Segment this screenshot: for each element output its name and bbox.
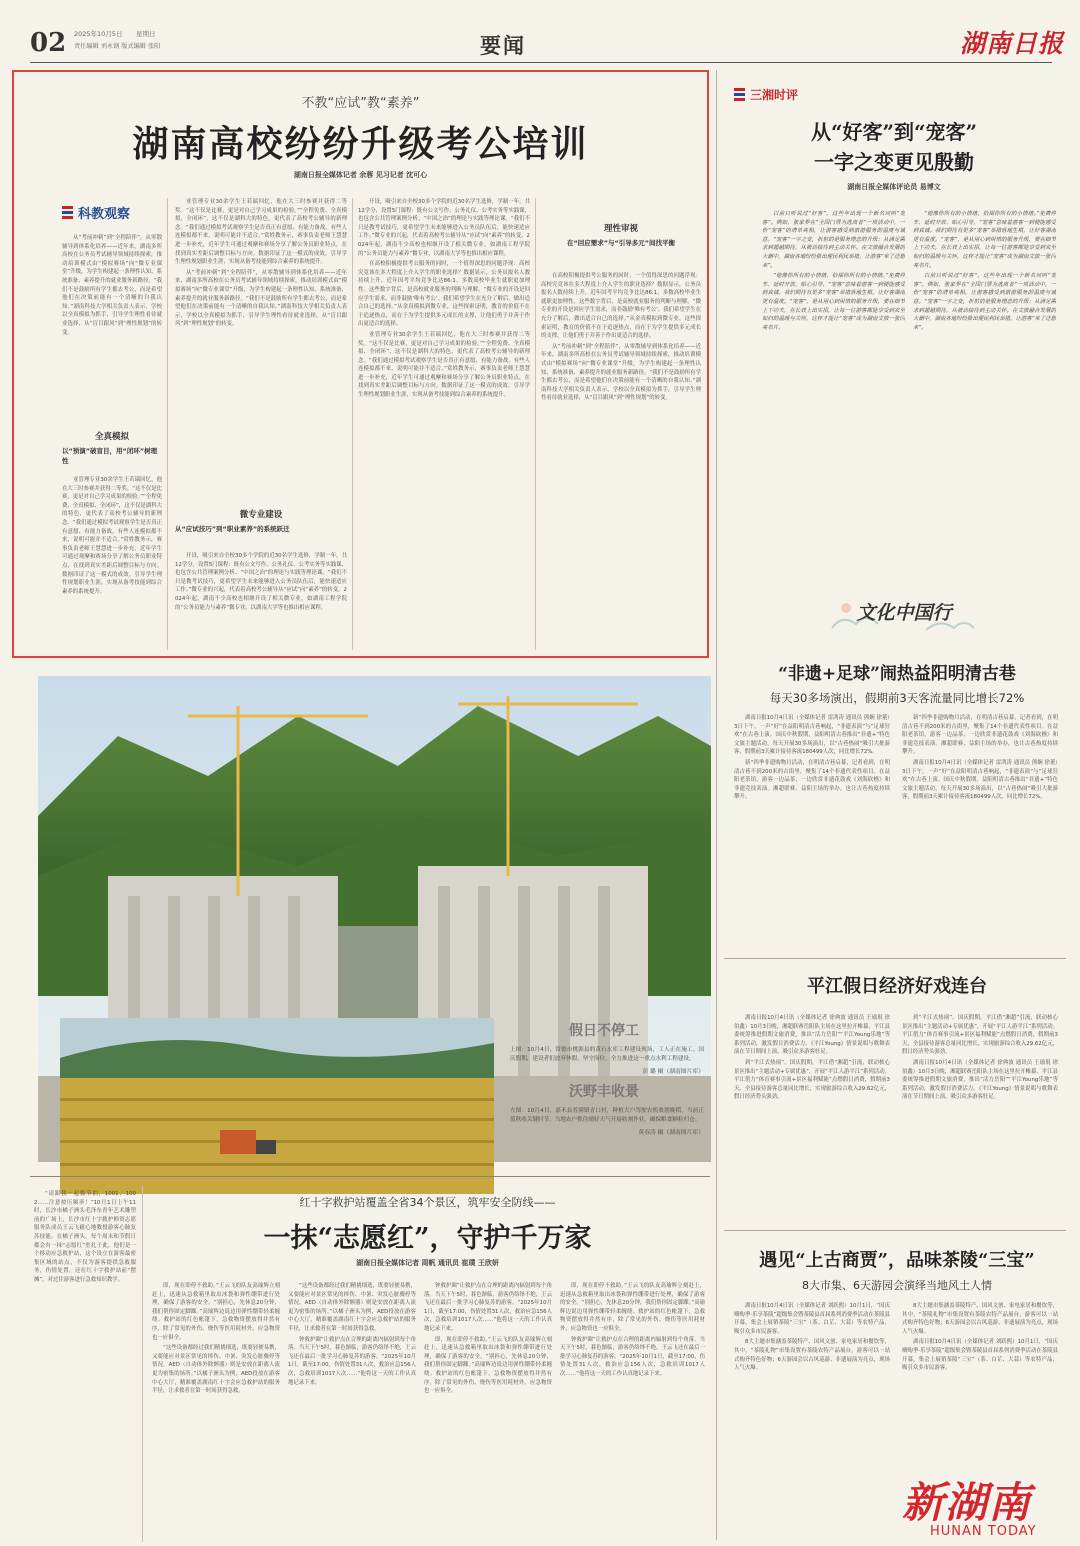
- feature3-title: 遇见“上古商贾”，品味茶陵“三宝”: [759, 1250, 1035, 1271]
- lower-col-2: “这些设备都经过我们精挑细选，既要轻便易携，又要能应对景区常见的摔伤、中暑、突发心脏骤停等情况。AED（自动体外除颤器）则是安放在距离人流更为密集的场所。”以橘子洲头为例，AED投放在游客中心大厅，精准覆盖湖南红十字会应急救护站的服务半径，让求救者在第一时间获得急救。 钟救护圈”让救护点在合理的距离内辐射到每个角落。当天下午5时，暮色渐临，游客仍络绎不绝，王云飞还在最后一批学习心肺复苏的游客。“2025年10月1日，截至17:00，伤情处置31人次，救治应急156人次，急救培训1017人次……”他将这一天的工作认真地记录下来。: [288, 1283, 416, 1386]
- photo-caption-panel: [500, 1018, 708, 1194]
- lead-subhead-2-title: 微专业建设: [239, 510, 283, 520]
- feature2-title: 平江假日经济好戏连台: [807, 976, 987, 997]
- commentary-col-1: 以前只听说过“好客”，这些年出现一个新名词叫“宠客”。例如，张家界在“全国门票为逃离者”一项活动中，一份“宠客”的清单亮相，让游客感受到旅游服务的温度与诚意。“宠客”一字之变，折射的是服务理念的升级：从满足需求到超越期待，从被动接待到主动关怀。在文旅融合发展的大潮中，湖南各地纷纷推出便民利民举措，让游客“来了还想来”。 “他像你所有的小情绪，拾掇你所有的小情绪。”免费停车、延时开放、贴心引导，“宠客”意味着游客一到便能感受到真诚。我们期待有更多“宠客”举措落地生根，让好客湖南更有温度。“宠客”，是从用心到用情的服务升级，要在细节上下功夫，在长效上出实招，让每一位游客都能享受到宾至如归的温暖与关怀，这样才能让“宠客”成为湖南文旅一张闪亮名片。: [762, 211, 905, 331]
- caption2-text: 左图：10月4日，嘉禾县普满镇青口村，种植大户驾驶农机收割晚稻。当前正值秋收关键时节，当地农户抓住晴好天气开展收割作业，确保粮食颗粒归仓。: [510, 1108, 704, 1123]
- section-rule: [724, 958, 1066, 959]
- lead-col-1b: 业管理专业30余学生王若瑞回忆，他在大三时参赛并获得二等奖。“这不仅是比赛，更是对自己学习成果的检验。”“全程免费、全真模拟、全闭环”，这不仅是湖科大的特色，更代表了高校考公辅导的新理念。“我们通过模拟考试观察学生是否真正有意愿、有能力备战，有些人连模拟都不来，说明可能并不适合。”赏姓教务示，赛事负责老师王慧慧进一步补充，近年学生可通过观摩和赛场分享了解公务员职业特点，在找到真实差距后调整目标与方向。数据印证了这一模式的成效。引导学生理性规划职业生涯，实现从备考技能到综合素养的系统提升。: [62, 477, 162, 595]
- brand-wordmark: 新湖南: [902, 1478, 1032, 1527]
- lead-headline: 湖南高校纷纷升级考公培训: [132, 123, 589, 165]
- feature1-col-1: 湖南日报10月4日讯（全媒体记者 雷鸿涛 通讯员 熊娴 徐董）3日下午，一声“好”在益阳明清古巷响起，“非遗表演”与“足球狂欢”在古巷上演。国庆中秋假期，益阳明清古巷推出“非遗+”特色文旅主题活动，每天开展30多场演出，以“古巷热闹”吸引大批游客，假期前3天累计接待客流180499人次，同比增长72%。 新“四季非遗购物月活动，在明清古巷启幕，记者看到，在明清古巷不到200米的古街里，聚集了14个非遗代表性项目。在益阳老茶馆，游客一边品茶，一边欣赏非遗花鼓戏《刘海砍樵》和非遗竞技表演。湘超联赛、益阳主场的举办，也让古巷热度持续攀升。: [734, 715, 890, 801]
- feature2-col-2: 到“平江式热闹”。国庆假期，平江借“湘超”引流，联动核心景区推出“主题活动+专属优惠”，开展“平江人游平江”系列活动。平江借力“体育赛事引流+景区福利赋能”点燃假日消费，假期前3天，全县接待游客总量同比增长，实现旅游综合收入29.62亿元，假日经济势头强劲。 湖南日报10月4日讯（全媒体记者 徐典波 通讯员 王瑜琨 徐伯鑫）10月3日晚，湘超联赛岳阳队主场在这里拉开帷幕，平江县委统筹推进假期文旅消费，推出“活力岳阳”“平江Young乐地”等系列活动，激发假日消费活力。《平江Young》情景说唱与歌舞表演在节日期间上演，吸引众多游客驻足。: [902, 1015, 1058, 1101]
- feature3-col-2: 8大主题市集涵盖茶陵特产、国风文创、家电家居和餐饮等，其中，“茶陵礼物”市集设置有茶陵农特产品展台，游客可以一站式购齐特色好物；6天游园会以古风巡游、非遗展演为亮点，现场人气火爆。 湖南日报10月4日讯（全媒体记者 刘跃熙）10月1日，“国庆嗨购季·乐享茶陵”超级集会暨茶陵县首届系列消费季活动在茶陵县开幕，集会上展销茶陵“三宝”（茶、白芷、大蒜）等农特产品，吸引众多市民游客。: [902, 1303, 1058, 1372]
- column-rule: [716, 70, 717, 1540]
- tag-keji-guancha: [62, 203, 130, 222]
- lead-col-2b: 开设，吸引来自全校30多个学院的近30名学生选修，学制一年，共12学分，设置5门课程：既有公文写作、公务礼仪、公考实务等实践课，也包含公共管理案例分析、“中国之治”的理论与实践等理论课。“我们不只是教考试技巧，更希望学生未来能够进入公务员队伍后，能快速适应工作。”微专业的兴起，代表着高校考公辅导从“应试”向“素养”的转变。2024年起，湖南不少高校也相继开设了相关微专业，如湖南工程学院的“公务员能力与素养”微专业，以湖南大学等也推出相应课程。: [175, 553, 347, 611]
- lead-col-1: 从“考前冲刺”到“全程陪伴”，从零散辅导到体系化培养——近年来，湖南多所高校在公务员考试辅导领域持续探索，推动培训模式由“模拟赛场”向“微专业课堂”升级，为学生构建起一条理性认知、系统准备、素养提升的就业服务新路径。“我们不是鼓励所有学生都去考公，而是希望他们在决策前能有一个清晰的自我认知。”湖南科技大学相关负责人表示，学校以全真模拟为抓手，引导学生理性看待就业选择，从“盲目跟风”到“理性规划”的转变。: [62, 235, 162, 336]
- lead-subhead-1-title: 全真模拟: [94, 432, 129, 442]
- lower-col-4: 即，现在即停不救助。”王云飞的队友高瑜辉立刻赶上，迅速从急救箱里取出冰袋和弹性绷带进行处理，确保了游客的安全。“别担心，先休息20分钟，我们帮你固定脚踝。”高瑜辉边说边用弹性绷带轻柔缠绕。救护站的红色帐篷下，急救物资摆放得井然有序，除了常见的外伤、烧伤等医用耗材外，应急物资也一应俱全。 钟救护圈”让救护点在合理的距离内辐射到每个角落。当天下午5时，暮色渐临，游客仍络绎不绝，王云飞还在最后一批学习心肺复苏的游客。“2025年10月1日，截至17:00，伤情处置31人次，救治应急156人次，急救培训1017人次……”他将这一天的工作认真地记录下来。: [560, 1283, 705, 1377]
- commentary-byline: 湖南日报全媒体评论员 易博文: [847, 183, 941, 191]
- lead-subhead-3-title: 理性审视: [603, 224, 638, 234]
- lead-subhead-2: [175, 508, 347, 534]
- culture-banner-text: 文化中国行: [856, 602, 952, 624]
- caption1-text: 上图：10月4日，常德市桃源县的黄石水库工程建设现场，工人正在施工。国庆假期，建设者们放弃休假，坚守岗位，全力推进这一重点水利工程建设。: [510, 1047, 704, 1062]
- lower-left-col: “请跟我一起数节拍，1001、1002……注意按压频率！”10月1日上午11时，长沙市橘子洲头毛泽东青年艺术雕塑前的广场上，长沙市红十字救护师资志愿服务队成员王云飞耐心地教授游客心肺复苏技能。在橘子洲头，每个周末和节假日都会有一抹“志愿红”驻扎于此，他们是一个移动应急救护站，这个设立在游客最密集区域的站点，不仅为游客提供急救服务，伤情处置，还在红十字救护站前“摆摊”，对过往游客进行急救知识教学。: [34, 1191, 136, 1283]
- lead-subhead-3-text: 在“回应需求”与“引导多元”间找平衡: [566, 239, 676, 247]
- lead-subhead-1-text: 以“预演”破盲目，用“闭环”树理性: [62, 447, 158, 465]
- commentary-title-1: 从“好客”到“宠客”: [810, 120, 977, 144]
- masthead: [0, 0, 1080, 66]
- lead-byline: 湖南日报全媒体记者 余蓉 见习记者 沈可心: [293, 171, 428, 179]
- caption2-heading: 沃野丰收景: [569, 1084, 639, 1100]
- lead-col-3: 开设，吸引来自全校30多个学院的近30名学生选修，学制一年，共12学分，设置5门课程：既有公文写作、公务礼仪、公考实务等实践课，也包含公共管理案例分析、“中国之治”的理论与实践等理论课。“我们不只是教考试技巧，更希望学生未来能够进入公务员队伍后，能快速适应工作。”微专业的兴起，代表着高校考公辅导从“应试”向“素养”的转变。2024年起，湖南不少高校也相继开设了相关微专业，如湖南工程学院的“公务员能力与素养”微专业，以湖南大学等也推出相应课程。 在高校积极提供考公服务的同时，一个值得深思的问题浮现：高校究竟该在多大程度上介入学生的职业选择？数据显示，公务员报名人数持续上升，近年国考平均竞争比达86:1，多数高校毕业生就职更加理性。这些数字背后，是高校就业服务的判断与理解。“微专业的开设是回应学生需求，而非鼓励‘唯有考公’。我们希望学生在充分了解后，做出适合自己的选择。”从金真模拟到微专业，这些探索证明，教育的价值不在于追逐热点，而在于为学生提供多元成长的支撑，让他们勇于并善于作出更适合的选择。 业管理专业30余学生王若瑞回忆，他在大三时参赛并获得二等奖。“这不仅是比赛，更是对自己学习成果的检验。”“全程免费、全真模拟、全闭环”，这不仅是湖科大的特色，更代表了高校考公辅导的新理念。“我们通过模拟考试观察学生是否真正有意愿、有能力备战，有些人连模拟都不来，说明可能并不适合。”赏姓教务示，赛事负责老师王慧慧进一步补充，近年学生可通过观摩和赛场分享了解公务员职业特点，在找到真实差距后调整目标与方向。数据印证了这一模式的成效。引导学生理性规划职业生涯，实现从备考技能到综合素养的系统提升。: [358, 199, 530, 399]
- section-rule: [724, 1230, 1066, 1231]
- lower-byline: 湖南日报全媒体记者 周帆 通讯员 崔璞 王欣妍: [356, 1259, 499, 1267]
- lower-col-3: 钟救护圈”让救护点在合理的距离内辐射到每个角落。当天下午5时，暮色渐临，游客仍络绎不绝，王云飞还在最后一批学习心肺复苏的游客。“2025年10月1日，截至17:00，伤情处置31人次，救治应急156人次，急救培训1017人次……”他将这一天的工作认真地记录下来。 即，现在即停不救助。”王云飞的队友高瑜辉立刻赶上，迅速从急救箱里取出冰袋和弹性绷带进行处理，确保了游客的安全。“别担心，先休息20分钟，我们帮你固定脚踝。”高瑜辉边说边用弹性绷带轻柔缠绕。救护站的红色帐篷下，急救物资摆放得井然有序，除了常见的外伤、烧伤等医用耗材外，应急物资也一应俱全。: [424, 1283, 552, 1395]
- col-divider: [167, 198, 168, 650]
- tag-bars-icon: [734, 88, 745, 101]
- lead-kicker: 不教“应试”教“素养”: [301, 96, 420, 111]
- caption2-credit: 黄春涛 摄（湖南图片库）: [638, 1130, 704, 1136]
- feature2-col-1: 湖南日报10月4日讯（全媒体记者 徐典波 通讯员 王瑜琨 徐伯鑫）10月3日晚，湘超联赛岳阳队主场在这里拉开帷幕，平江县委统筹推进假期文旅消费，推出“活力岳阳”“平江Young乐地”等系列活动，激发假日消费活力。《平江Young》情景说唱与歌舞表演在节日期间上演，吸引众多游客驻足。 到“平江式热闹”。国庆假期，平江借“湘超”引流，联动核心景区推出“主题活动+专属优惠”，开展“平江人游平江”系列活动。平江借力“体育赛事引流+景区福利赋能”点燃假日消费，假期前3天，全县接待游客总量同比增长，实现旅游综合收入29.62亿元，假日经济势头强劲。: [734, 1015, 890, 1101]
- caption1-heading: 假日不停工: [569, 1023, 639, 1039]
- lead-col-4: 在高校积极提供考公服务的同时，一个值得深思的问题浮现：高校究竟该在多大程度上介入学生的职业选择？数据显示，公务员报名人数持续上升，近年国考平均竞争比达86:1，多数高校毕业生就职更加理性。这些数字背后，是高校就业服务的判断与理解。“微专业的开设是回应学生需求，而非鼓励‘唯有考公’。我们希望学生在充分了解后，做出适合自己的选择。”从金真模拟到微专业，这些探索证明，教育的价值不在于追逐热点，而在于为学生提供多元成长的支撑，让他们勇于并善于作出更适合的选择。 从“考前冲刺”到“全程陪伴”，从零散辅导到体系化培养——近年来，湖南多所高校在公务员考试辅导领域持续探索，推动培训模式由“模拟赛场”向“微专业课堂”升级，为学生构建起一条理性认知、系统准备、素养提升的就业服务新路径。“我们不是鼓励所有学生都去考公，而是希望他们在决策前能有一个清晰的自我认知。”湖南科技大学相关负责人表示，学校以全真模拟为抓手，引导学生理性看待就业选择，从“盲目跟风”到“理性规划”的转变。: [541, 273, 701, 402]
- col-divider: [352, 198, 353, 650]
- page-number: 02: [30, 28, 67, 58]
- lower-col-1: 即，现在即停不救助。”王云飞的队友高瑜辉立刻赶上，迅速从急救箱里取出冰袋和弹性绷带进行处理，确保了游客的安全。“别担心，先休息20分钟，我们帮你固定脚踝。”高瑜辉边说边用弹性绷带轻柔缠绕。救护站的红色帐篷下，急救物资摆放得井然有序，除了常见的外伤、烧伤等医用耗材外，应急物资也一应俱全。 “这些设备都经过我们精挑细选，既要轻便易携，又要能应对景区常见的摔伤、中暑、突发心脏骤停等情况。AED（自动体外除颤器）则是安放在距离人流更为密集的场所。”以橘子洲头为例，AED投放在游客中心大厅，精准覆盖湖南红十字会应急救护站的服务半径，让求救者在第一时间获得急救。: [152, 1283, 280, 1395]
- lower-kicker: 红十字救护站覆盖全省34个景区，筑牢安全防线——: [299, 1196, 556, 1209]
- feature3-subtitle: 8大市集、6天游园会演绎当地风土人情: [802, 1279, 992, 1292]
- feature1-subtitle: 每天30多场演出，假期前3天客流量同比增长72%: [769, 691, 1025, 705]
- feature3-col-1: 湖南日报10月4日讯（全媒体记者 刘跃熙）10月1日，“国庆嗨购季·乐享茶陵”超级集会暨茶陵县首届系列消费季活动在茶陵县开幕，集会上展销茶陵“三宝”（茶、白芷、大蒜）等农特产品，吸引众多市民游客。 8大主题市集涵盖茶陵特产、国风文创、家电家居和餐饮等，其中，“茶陵礼物”市集设置有茶陵农特产品展台，游客可以一站式购齐特色好物；6天游园会以古风巡游、非遗展演为亮点，现场人气火爆。: [734, 1303, 890, 1372]
- lower-headline: 一抹“志愿红”，守护千万家: [263, 1223, 592, 1254]
- section-title: 要闻: [480, 33, 526, 58]
- commentary-tag: 三湘时评: [750, 88, 799, 102]
- lead-subhead-3: [541, 222, 701, 248]
- tag-sanxiang-shiping: [734, 86, 798, 103]
- section-rule: [30, 1176, 710, 1177]
- commentary-col-2: “他像你所有的小情绪，拾掇你所有的小情绪。”免费停车、延时开放、贴心引导，“宠客”意味着游客一到便能感受到真诚。我们期待有更多“宠客”举措落地生根，让好客湖南更有温度。“宠客”，是从用心到用情的服务升级，要在细节上下功夫，在长效上出实招，让每一位游客都能享受到宾至如归的温暖与关怀，这样才能让“宠客”成为湖南文旅一张闪亮名片。 以前只听说过“好客”，这些年出现一个新名词叫“宠客”。例如，张家界在“全国门票为逃离者”一项活动中，一份“宠客”的清单亮相，让游客感受到旅游服务的温度与诚意。“宠客”一字之变，折射的是服务理念的升级：从满足需求到超越期待，从被动接待到主动关怀。在文旅融合发展的大潮中，湖南各地纷纷推出便民利民举措，让游客“来了还想来”。: [913, 211, 1056, 331]
- col-divider: [142, 1186, 143, 1542]
- brand-sub: HUNAN TODAY: [930, 1524, 1037, 1539]
- masthead-rule: [30, 62, 1052, 63]
- caption1-credit: 彭 璐 摄（湖南图片库）: [642, 1069, 704, 1075]
- culture-banner: [822, 590, 982, 640]
- tag-bars-icon: [62, 206, 73, 219]
- col-divider: [535, 198, 536, 650]
- commentary-title-2: 一字之变更见殷勤: [814, 150, 974, 174]
- lead-col-2: 业管理专业30余学生王若瑞回忆，他在大三时参赛并获得二等奖。“这不仅是比赛，更是对自己学习成果的检验。”“全程免费、全真模拟、全闭环”，这不仅是湖科大的特色，更代表了高校考公辅导的新理念。“我们通过模拟考试观察学生是否真正有意愿、有能力备战，有些人连模拟都不来，说明可能并不适合。”赏姓教务示，赛事负责老师王慧慧进一步补充，近年学生可通过观摩和赛场分享了解公务员职业特点，在找到真实差距后调整目标与方向。数据印证了这一模式的成效。引导学生理性规划职业生涯，实现从备考技能到综合素养的系统提升。 从“考前冲刺”到“全程陪伴”，从零散辅导到体系化培养——近年来，湖南多所高校在公务员考试辅导领域持续探索，推动培训模式由“模拟赛场”向“微专业课堂”升级，为学生构建起一条理性认知、系统准备、素养提升的就业服务新路径。“我们不是鼓励所有学生都去考公，而是希望他们在决策前能有一个清晰的自我认知。”湖南科技大学相关负责人表示，学校以全真模拟为抓手，引导学生理性看待就业选择，从“盲目跟风”到“理性规划”的转变。: [175, 199, 347, 328]
- issue-weekday: 星期日: [136, 30, 156, 38]
- lead-subhead-1: [62, 430, 162, 466]
- editors-line: 责任编辑 刘永钢 版式编辑 张阳: [74, 43, 161, 50]
- issue-date: 2025年10月5日: [74, 30, 123, 38]
- feature1-col-2: 新“四季非遗购物月活动，在明清古巷启幕，记者看到，在明清古巷不到200米的古街里，聚集了14个非遗代表性项目。在益阳老茶馆，游客一边品茶，一边欣赏非遗花鼓戏《刘海砍樵》和非遗竞技表演。湘超联赛、益阳主场的举办，也让古巷热度持续攀升。 湖南日报10月4日讯（全媒体记者 雷鸿涛 通讯员 熊娴 徐董）3日下午，一声“好”在益阳明清古巷响起，“非遗表演”与“足球狂欢”在古巷上演。国庆中秋假期，益阳明清古巷推出“非遗+”特色文旅主题活动，每天开展30多场演出，以“古巷热闹”吸引大批游客，假期前3天累计接待客流180499人次，同比增长72%。: [902, 715, 1058, 801]
- feature1-title: “非遗+足球”闹热益阳明清古巷: [778, 664, 1016, 684]
- newspaper-logo: 湖南日报: [960, 29, 1065, 58]
- rice-harvest-photo: [60, 1018, 494, 1194]
- lead-subhead-2-text: 从“应试技巧”到“职业素养”的系统跃迁: [175, 525, 290, 533]
- tag-label: 科教观察: [78, 207, 131, 222]
- harvest-illustration: [60, 1018, 494, 1194]
